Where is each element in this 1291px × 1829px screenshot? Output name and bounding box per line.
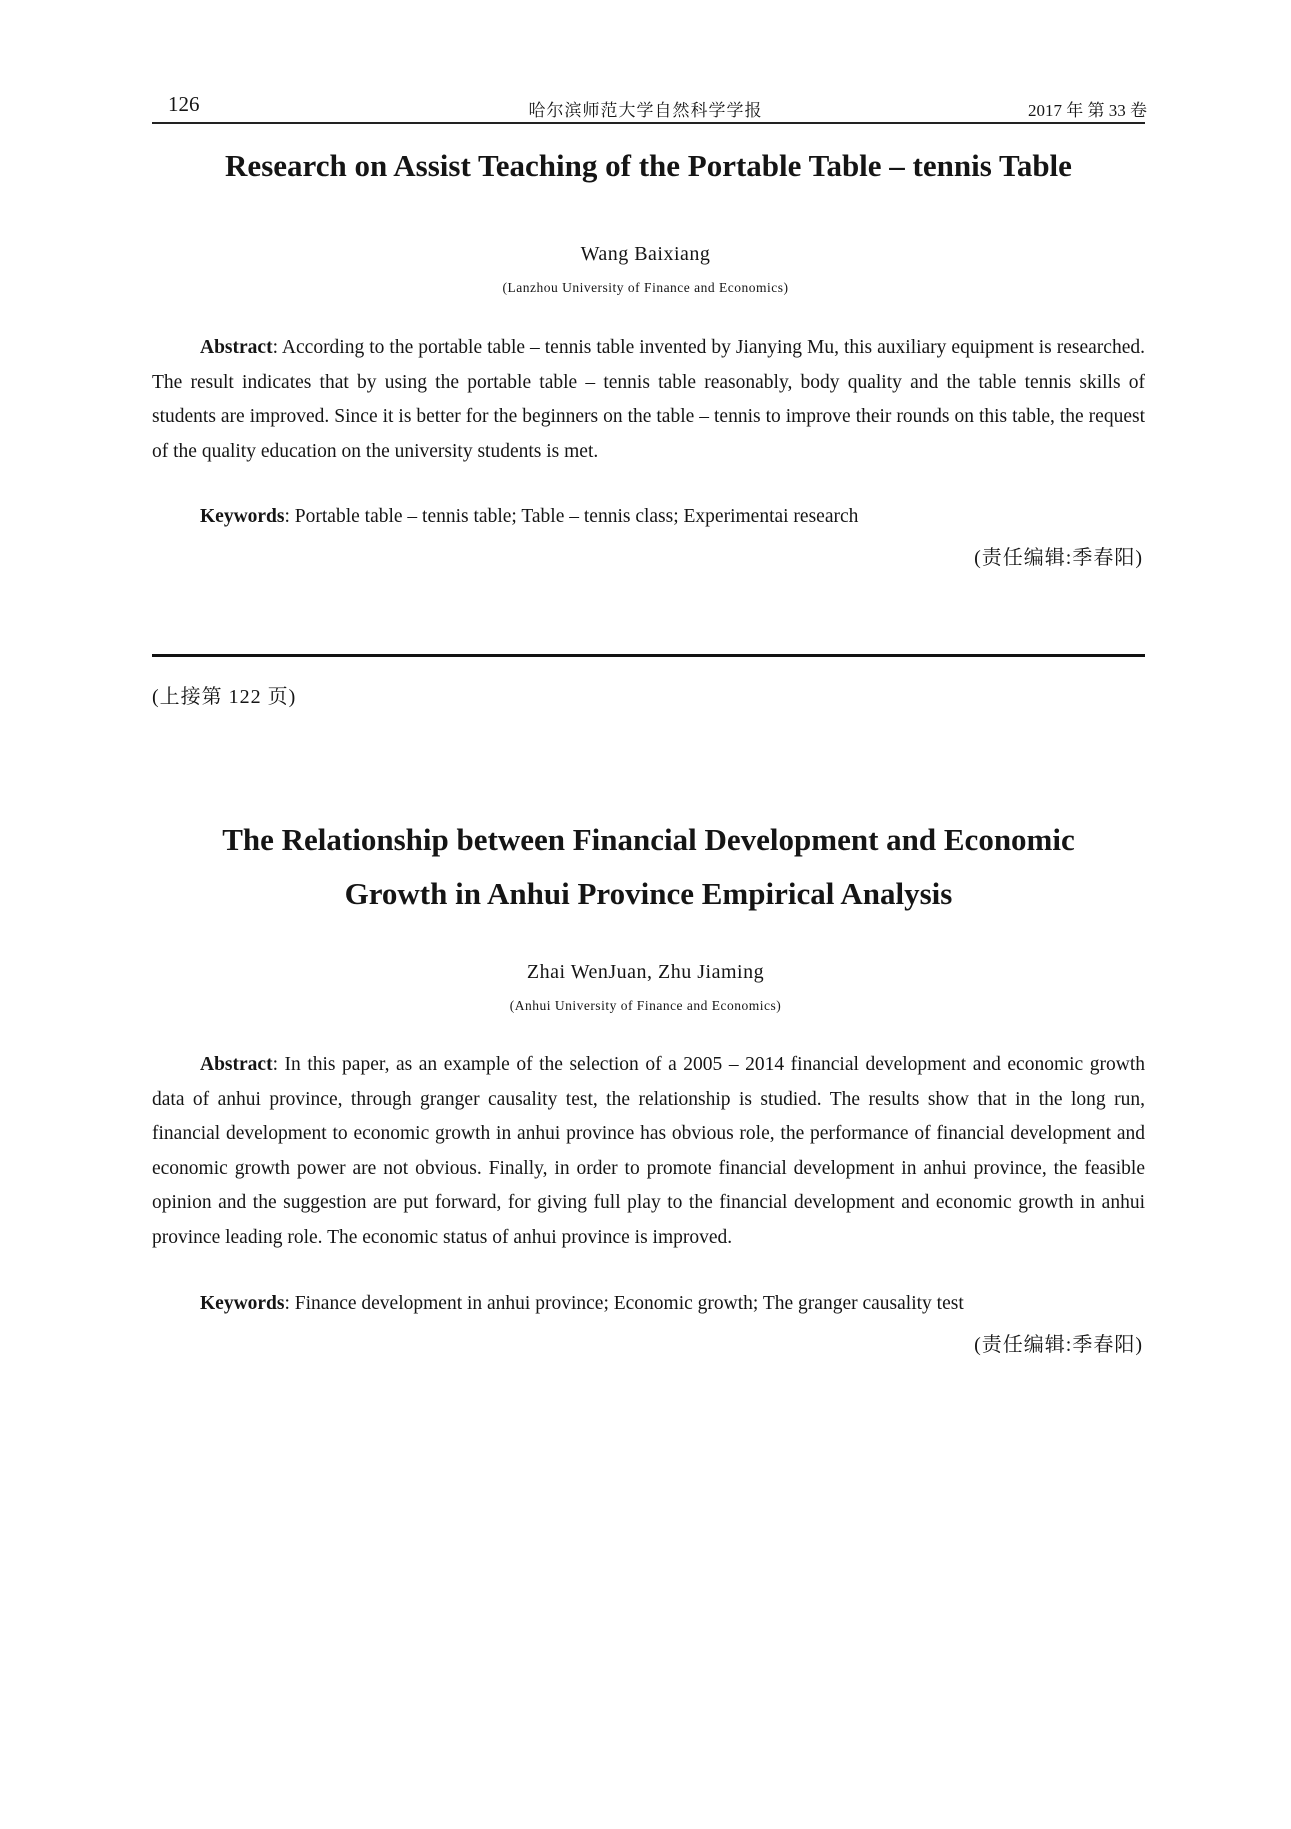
abstract-text: : In this paper, as an example of the selection of a 2005 – 2014 financial development and economic growth data of anhui province, through granger causality test, the relationship is studied. The results show that in the long run, financial development to economic growth in anhui province has obvious role, the performance of financial development and economic growth power are not obvious. Finally, in order to promote financial development in anhui province, the feasible opinion and the suggestion are put forward, for giving full play to the financial development and economic growth in anhui province leading role. The economic status of anhui province is improved. [152,1054,1145,1248]
article1-keywords [200,506,1145,528]
article2-title [152,813,1145,921]
article2-title-line2: Growth in Anhui Province Empirical Analysis [344,876,953,911]
keywords-label: Keywords [200,1293,285,1314]
continuation-note: (上接第 122 页) [152,686,297,708]
article1-abstract [152,331,1145,469]
article1-editor: (责任编辑:季春阳) [974,547,1143,569]
page-number: 126 [168,92,200,116]
abstract-text: : According to the portable table – tennis table invented by Jianying Mu, this auxiliary equipment is researched. The result indicates that by using the portable table – tennis table reasonably, body quality and the table tennis skills of students are improved. Since it is better for the beginners on the table – tennis to improve their rounds on this table, the request of the quality education on the university students is met. [152,337,1145,462]
keywords-text: : Finance development in anhui province; Economic growth; The granger causality test [284,1293,964,1314]
article1-title: Research on Assist Teaching of the Portable Table – tennis Table [225,148,1072,183]
article2-author: Zhai WenJuan, Zhu Jiaming [526,961,765,983]
article1-author: Wang Baixiang [580,243,711,265]
article1-affiliation: (Lanzhou University of Finance and Economics) [502,280,789,295]
article2-affiliation: (Anhui University of Finance and Economics) [509,998,782,1013]
journal-name: 哈尔滨师范大学自然科学学报 [528,101,763,120]
article2-keywords [200,1293,1145,1315]
header-rule [152,122,1145,124]
article2-abstract [152,1048,1145,1255]
section-divider [152,654,1145,657]
abstract-label: Abstract [200,337,273,358]
keywords-label: Keywords [200,506,285,527]
article2-title-line1: The Relationship between Financial Development and Economic [222,822,1075,857]
keywords-text: : Portable table – tennis table; Table – tennis class; Experimentai research [284,506,859,527]
volume-info: 2017 年 第 33 卷 [1028,101,1147,120]
article2-editor: (责任编辑:季春阳) [974,1334,1143,1356]
abstract-label: Abstract [200,1054,273,1075]
